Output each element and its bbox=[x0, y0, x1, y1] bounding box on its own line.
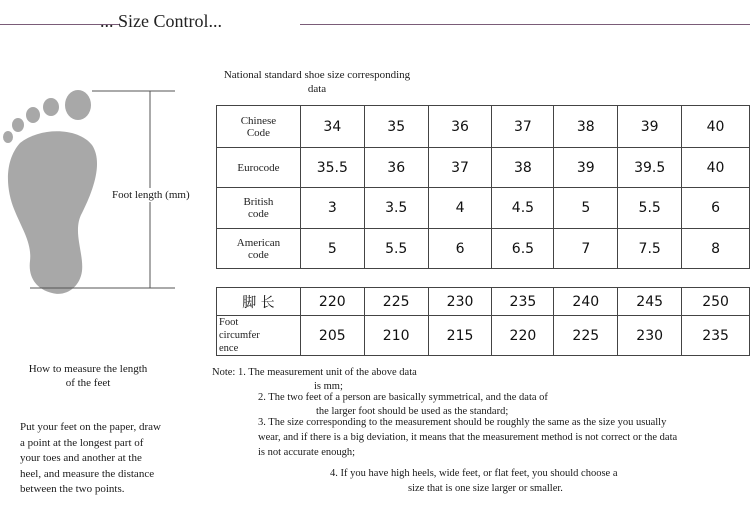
measure-cell: 220 bbox=[492, 316, 554, 356]
caption-line: National standard shoe size corresponding bbox=[223, 69, 411, 81]
measure-row-length bbox=[217, 288, 750, 316]
size-cell: 39 bbox=[554, 148, 618, 188]
measure-cell: 245 bbox=[618, 288, 682, 316]
size-cell: 38 bbox=[554, 106, 618, 148]
size-cell: 8 bbox=[682, 229, 750, 269]
instruction-line: Put your feet on the paper, draw bbox=[20, 421, 161, 433]
size-cell: 4 bbox=[428, 188, 492, 229]
foot-length-label: Foot length (mm) bbox=[112, 189, 190, 201]
instruction-line: between the two points. bbox=[20, 483, 125, 495]
size-cell: 40 bbox=[682, 148, 750, 188]
size-cell: 37 bbox=[492, 106, 554, 148]
measure-cell: 235 bbox=[682, 316, 750, 356]
size-table-caption bbox=[212, 68, 422, 96]
row-label: Eurocode bbox=[217, 148, 301, 188]
size-cell: 6 bbox=[428, 229, 492, 269]
instruction-line: a point at the longest part of bbox=[20, 436, 144, 449]
size-row-british bbox=[217, 188, 750, 229]
caption-line: data bbox=[307, 83, 327, 95]
note-3a: 3. The size corresponding to the measurement should be roughly the same as the size you usually bbox=[258, 417, 667, 428]
measure-cell: 225 bbox=[554, 316, 618, 356]
instruction-line: heel, and measure the distance bbox=[20, 467, 155, 480]
measure-cell: 250 bbox=[682, 288, 750, 316]
header-rule-right bbox=[300, 24, 750, 25]
measure-cell: 215 bbox=[428, 316, 492, 356]
size-row-american bbox=[217, 229, 750, 269]
measure-cell: 205 bbox=[300, 316, 364, 356]
measure-cell: 210 bbox=[364, 316, 428, 356]
size-cell: 5 bbox=[554, 188, 618, 229]
size-cell: 34 bbox=[300, 106, 364, 148]
instruction-line: your toes and another at the bbox=[20, 452, 142, 464]
size-cell: 3.5 bbox=[364, 188, 428, 229]
measure-cell: 235 bbox=[492, 288, 554, 316]
size-cell: 5.5 bbox=[618, 188, 682, 229]
note-1b: is mm; bbox=[314, 381, 343, 392]
size-cell: 39.5 bbox=[618, 148, 682, 188]
row-label: American code bbox=[217, 229, 301, 269]
size-cell: 35 bbox=[364, 106, 428, 148]
size-table bbox=[216, 105, 750, 269]
footprint-icon bbox=[3, 90, 97, 294]
how-to-title-line: How to measure the length bbox=[28, 363, 148, 375]
note-4b: size that is one size larger or smaller. bbox=[408, 483, 563, 494]
note-3c: is not accurate enough; bbox=[258, 447, 356, 458]
measure-cell: 225 bbox=[364, 288, 428, 316]
row-label: Foot circumfer ence bbox=[217, 316, 301, 356]
row-label: Chinese Code bbox=[217, 106, 301, 148]
size-cell: 36 bbox=[428, 106, 492, 148]
size-cell: 5.5 bbox=[364, 229, 428, 269]
measure-table bbox=[216, 287, 750, 356]
note-2b: the larger foot should be used as the standard; bbox=[316, 406, 509, 417]
size-cell: 6.5 bbox=[492, 229, 554, 269]
size-cell: 39 bbox=[618, 106, 682, 148]
size-cell: 7.5 bbox=[618, 229, 682, 269]
size-cell: 38 bbox=[492, 148, 554, 188]
page-title: ... Size Control... bbox=[100, 11, 222, 31]
measure-row-circumference bbox=[217, 316, 750, 356]
note-1a: Note: 1. The measurement unit of the above data bbox=[212, 367, 417, 378]
how-to-title-line: of the feet bbox=[65, 377, 111, 389]
measure-cell: 220 bbox=[300, 288, 364, 316]
row-label: 脚 长 bbox=[217, 288, 301, 316]
size-cell: 7 bbox=[554, 229, 618, 269]
row-label: British code bbox=[217, 188, 301, 229]
size-cell: 35.5 bbox=[300, 148, 364, 188]
how-to-title bbox=[22, 362, 154, 390]
size-cell: 4.5 bbox=[492, 188, 554, 229]
size-row-chinese bbox=[217, 106, 750, 148]
size-cell: 37 bbox=[428, 148, 492, 188]
size-row-euro bbox=[217, 148, 750, 188]
measure-cell: 240 bbox=[554, 288, 618, 316]
measure-cell: 230 bbox=[428, 288, 492, 316]
size-cell: 36 bbox=[364, 148, 428, 188]
size-cell: 40 bbox=[682, 106, 750, 148]
size-cell: 6 bbox=[682, 188, 750, 229]
measure-cell: 230 bbox=[618, 316, 682, 356]
size-cell: 5 bbox=[300, 229, 364, 269]
size-cell: 3 bbox=[300, 188, 364, 229]
note-2a: 2. The two feet of a person are basically symmetrical, and the data of bbox=[258, 392, 548, 403]
instructions bbox=[20, 420, 161, 498]
note-3b: wear, and if there is a big deviation, it means that the measurement method is not correct or the data bbox=[258, 432, 678, 443]
note-4a: 4. If you have high heels, wide feet, or flat feet, you should choose a bbox=[330, 468, 618, 479]
